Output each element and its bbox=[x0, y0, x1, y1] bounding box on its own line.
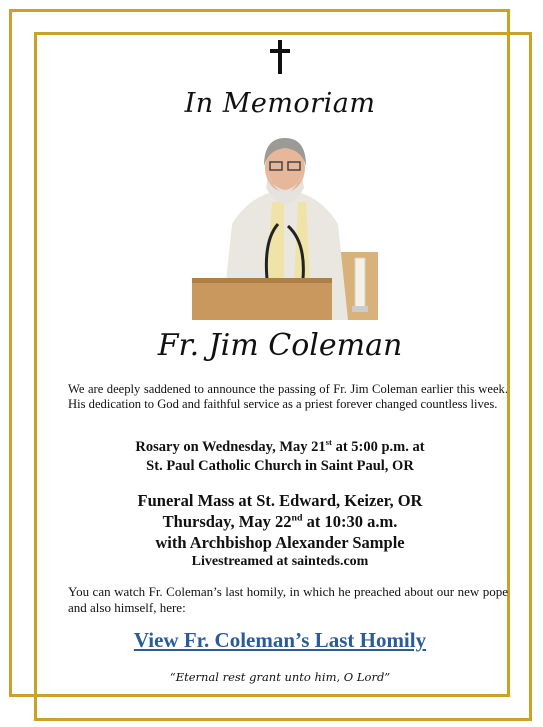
memorial-card bbox=[40, 36, 520, 716]
livestream-line: Livestreamed at sainteds.com bbox=[191, 554, 369, 569]
deceased-name: Fr. Jim Coleman bbox=[157, 328, 403, 363]
closing-quote: “Eternal rest grant unto him, O Lord” bbox=[169, 670, 391, 684]
homily-link[interactable]: View Fr. Coleman’s Last Homily bbox=[133, 628, 427, 652]
funeral-details bbox=[40, 490, 520, 571]
funeral-line-3: with Archbishop Alexander Sample bbox=[155, 533, 405, 552]
cross-icon bbox=[40, 40, 520, 78]
priest-photo bbox=[192, 132, 378, 320]
funeral-line-2: Thursday, May 22nd at 10:30 a.m. bbox=[162, 512, 398, 531]
homily-description: You can watch Fr. Coleman’s last homily, in which he preached about our new pope and also himself, here: bbox=[68, 584, 508, 615]
rosary-details bbox=[40, 438, 520, 476]
funeral-line-1: Funeral Mass at St. Edward, Keizer, OR bbox=[137, 491, 423, 510]
rosary-line-2: St. Paul Catholic Church in Saint Paul, OR bbox=[146, 458, 414, 474]
announcement-text: We are deeply saddened to announce the passing of Fr. Jim Coleman earlier this week. His dedication to God and faithful service as a priest forever changed countless lives. bbox=[68, 382, 508, 411]
rosary-line-1: Rosary on Wednesday, May 21st at 5:00 p.m. at bbox=[135, 437, 425, 455]
page-title: In Memoriam bbox=[184, 88, 376, 119]
